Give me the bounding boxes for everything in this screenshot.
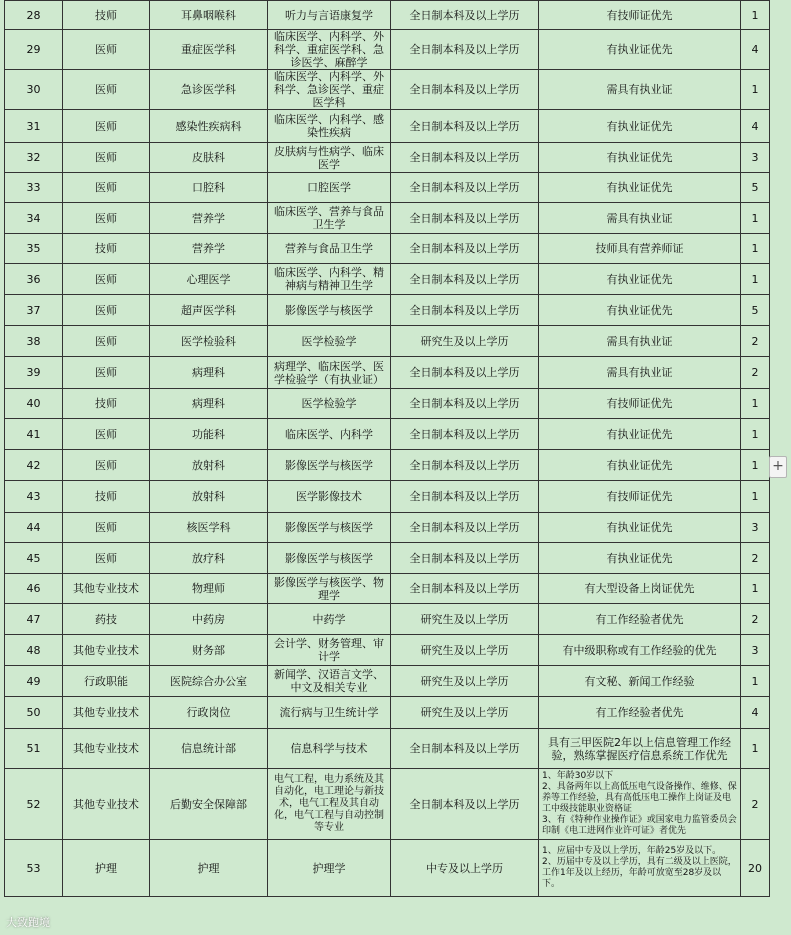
cell-req: 有执业证优先 [539,173,741,203]
cell-req: 有执业证优先 [539,513,741,543]
cell-major: 医学影像技术 [268,481,391,513]
cell-no: 51 [5,729,63,769]
cell-no: 39 [5,357,63,389]
table-row [5,604,770,635]
cell-dept: 耳鼻咽喉科 [150,1,268,30]
table-row [5,513,770,543]
cell-no: 35 [5,234,63,264]
cell-num: 2 [741,326,770,357]
cell-type: 药技 [63,604,150,635]
cell-num: 1 [741,389,770,419]
cell-num: 1 [741,234,770,264]
cell-dept: 口腔科 [150,173,268,203]
cell-req: 技师具有营养师证 [539,234,741,264]
cell-edu: 全日制本科及以上学历 [391,70,539,110]
cell-edu: 全日制本科及以上学历 [391,450,539,481]
cell-req: 有执业证优先 [539,419,741,450]
cell-num: 3 [741,143,770,173]
cell-no: 41 [5,419,63,450]
cell-num: 1 [741,666,770,697]
cell-no: 44 [5,513,63,543]
cell-edu: 全日制本科及以上学历 [391,357,539,389]
table-row [5,450,770,481]
cell-num: 1 [741,574,770,604]
cell-type: 护理 [63,840,150,897]
cell-type: 技师 [63,234,150,264]
cell-dept: 急诊医学科 [150,70,268,110]
cell-req: 1、年龄30岁以下 2、具备两年以上高低压电气设备操作、维修、保养等工作经验，具有高低压电工操作上岗证及电工中级技能职业资格证 3、有《特种作业操作证》或国家电力监管委员会印制《电工进网作业许可证》者优先 [539,769,741,840]
table-row [5,203,770,234]
cell-req: 有技师证优先 [539,481,741,513]
cell-major: 新闻学、汉语言文学、中文及相关专业 [268,666,391,697]
cell-dept: 超声医学科 [150,295,268,326]
cell-req: 有执业证优先 [539,543,741,574]
cell-dept: 病理科 [150,389,268,419]
cell-num: 1 [741,264,770,295]
cell-num: 1 [741,203,770,234]
table-row [5,143,770,173]
cell-dept: 财务部 [150,635,268,666]
cell-req: 有执业证优先 [539,264,741,295]
table-row [5,357,770,389]
cell-req: 需具有执业证 [539,203,741,234]
cell-no: 45 [5,543,63,574]
cell-major: 影像医学与核医学 [268,295,391,326]
cell-type: 医师 [63,30,150,70]
cell-major: 信息科学与技术 [268,729,391,769]
cell-type: 医师 [63,513,150,543]
cell-req: 有技师证优先 [539,389,741,419]
cell-req: 有执业证优先 [539,143,741,173]
cell-edu: 全日制本科及以上学历 [391,143,539,173]
cell-dept: 功能科 [150,419,268,450]
table-row [5,729,770,769]
cell-edu: 全日制本科及以上学历 [391,30,539,70]
cell-no: 38 [5,326,63,357]
cell-dept: 放疗科 [150,543,268,574]
cell-dept: 医院综合办公室 [150,666,268,697]
cell-no: 43 [5,481,63,513]
cell-edu: 全日制本科及以上学历 [391,513,539,543]
cell-edu: 全日制本科及以上学历 [391,295,539,326]
cell-type: 医师 [63,143,150,173]
cell-major: 皮肤病与性病学、临床医学 [268,143,391,173]
table-body [5,1,770,897]
cell-edu: 研究生及以上学历 [391,326,539,357]
cell-num: 1 [741,481,770,513]
cell-req: 具有三甲医院2年以上信息管理工作经验，熟练掌握医疗信息系统工作优先 [539,729,741,769]
table-row [5,574,770,604]
cell-type: 其他专业技术 [63,729,150,769]
cell-dept: 护理 [150,840,268,897]
table-row [5,110,770,143]
cell-edu: 研究生及以上学历 [391,697,539,729]
table-row [5,419,770,450]
cell-req: 需具有执业证 [539,70,741,110]
cell-no: 31 [5,110,63,143]
recruitment-table [4,0,770,897]
cell-no: 46 [5,574,63,604]
cell-type: 技师 [63,481,150,513]
cell-no: 28 [5,1,63,30]
cell-num: 1 [741,419,770,450]
cell-edu: 研究生及以上学历 [391,604,539,635]
cell-major: 护理学 [268,840,391,897]
cell-edu: 全日制本科及以上学历 [391,203,539,234]
cell-major: 临床医学、内科学、外科学、重症医学科、急诊医学、麻醉学 [268,30,391,70]
cell-dept: 感染性疾病科 [150,110,268,143]
table-row [5,326,770,357]
table-row [5,70,770,110]
cell-dept: 放射科 [150,481,268,513]
cell-major: 影像医学与核医学 [268,450,391,481]
cell-no: 29 [5,30,63,70]
cell-edu: 全日制本科及以上学历 [391,389,539,419]
table-row [5,389,770,419]
cell-no: 36 [5,264,63,295]
cell-dept: 信息统计部 [150,729,268,769]
table-row [5,234,770,264]
cell-num: 3 [741,513,770,543]
cell-num: 2 [741,543,770,574]
cell-major: 临床医学、内科学 [268,419,391,450]
cell-no: 50 [5,697,63,729]
table-row [5,635,770,666]
cell-major: 听力与言语康复学 [268,1,391,30]
cell-type: 其他专业技术 [63,769,150,840]
cell-num: 5 [741,295,770,326]
cell-dept: 中药房 [150,604,268,635]
cell-no: 53 [5,840,63,897]
cell-edu: 全日制本科及以上学历 [391,543,539,574]
cell-req: 有工作经验者优先 [539,604,741,635]
cell-req: 有执业证优先 [539,110,741,143]
cell-edu: 全日制本科及以上学历 [391,729,539,769]
cell-no: 34 [5,203,63,234]
cell-no: 42 [5,450,63,481]
cell-edu: 全日制本科及以上学历 [391,173,539,203]
cell-major: 影像医学与核医学 [268,513,391,543]
cell-type: 技师 [63,389,150,419]
cell-type: 医师 [63,70,150,110]
table-row [5,264,770,295]
cell-edu: 全日制本科及以上学历 [391,1,539,30]
cell-req: 需具有执业证 [539,326,741,357]
cell-type: 其他专业技术 [63,635,150,666]
cell-edu: 研究生及以上学历 [391,666,539,697]
cell-major: 临床医学、营养与食品卫生学 [268,203,391,234]
cell-edu: 全日制本科及以上学历 [391,234,539,264]
cell-req: 有执业证优先 [539,295,741,326]
cell-type: 医师 [63,203,150,234]
table-row [5,481,770,513]
cell-dept: 心理医学 [150,264,268,295]
cell-dept: 行政岗位 [150,697,268,729]
table-row [5,666,770,697]
cell-no: 32 [5,143,63,173]
cell-major: 口腔医学 [268,173,391,203]
cell-num: 4 [741,110,770,143]
table-row [5,173,770,203]
table-row [5,1,770,30]
cell-major: 医学检验学 [268,326,391,357]
cell-type: 医师 [63,295,150,326]
cell-req: 需具有执业证 [539,357,741,389]
cell-num: 2 [741,769,770,840]
table-row [5,30,770,70]
cell-dept: 放射科 [150,450,268,481]
cell-type: 医师 [63,326,150,357]
cell-num: 4 [741,30,770,70]
cell-req: 有大型设备上岗证优先 [539,574,741,604]
cell-no: 40 [5,389,63,419]
cell-num: 5 [741,173,770,203]
watermark: 大致跑境 [6,916,50,929]
cell-type: 技师 [63,1,150,30]
cell-type: 医师 [63,264,150,295]
cell-edu: 全日制本科及以上学历 [391,574,539,604]
cell-major: 会计学、财务管理、审计学 [268,635,391,666]
cell-type: 医师 [63,419,150,450]
cell-num: 1 [741,1,770,30]
cell-no: 30 [5,70,63,110]
cell-dept: 后勤安全保障部 [150,769,268,840]
cell-num: 4 [741,697,770,729]
cell-num: 1 [741,450,770,481]
cell-dept: 病理科 [150,357,268,389]
cell-edu: 全日制本科及以上学历 [391,481,539,513]
cell-num: 1 [741,70,770,110]
cell-no: 47 [5,604,63,635]
cell-major: 营养与食品卫生学 [268,234,391,264]
cell-req: 有工作经验者优先 [539,697,741,729]
cell-no: 33 [5,173,63,203]
cell-edu: 全日制本科及以上学历 [391,419,539,450]
table-row [5,769,770,840]
cell-major: 影像医学与核医学 [268,543,391,574]
cell-major: 影像医学与核医学、物理学 [268,574,391,604]
cell-edu: 中专及以上学历 [391,840,539,897]
cell-major: 临床医学、内科学、外科学、急诊医学、重症医学科 [268,70,391,110]
expand-handle-icon[interactable]: + [769,456,787,478]
table-row [5,295,770,326]
cell-num: 2 [741,604,770,635]
cell-dept: 营养学 [150,203,268,234]
cell-major: 病理学、临床医学、医学检验学（有执业证） [268,357,391,389]
cell-edu: 全日制本科及以上学历 [391,110,539,143]
cell-req: 有技师证优先 [539,1,741,30]
cell-req: 有文秘、新闻工作经验 [539,666,741,697]
cell-type: 其他专业技术 [63,574,150,604]
cell-no: 49 [5,666,63,697]
cell-num: 20 [741,840,770,897]
cell-req: 有中级职称或有工作经验的优先 [539,635,741,666]
cell-major: 临床医学、内科学、精神病与精神卫生学 [268,264,391,295]
cell-type: 医师 [63,543,150,574]
cell-edu: 全日制本科及以上学历 [391,264,539,295]
cell-edu: 研究生及以上学历 [391,635,539,666]
cell-type: 行政职能 [63,666,150,697]
cell-major: 临床医学、内科学、感染性疾病 [268,110,391,143]
table-row [5,697,770,729]
cell-req: 有执业证优先 [539,30,741,70]
cell-num: 3 [741,635,770,666]
cell-dept: 皮肤科 [150,143,268,173]
cell-major: 中药学 [268,604,391,635]
cell-dept: 医学检验科 [150,326,268,357]
cell-dept: 物理师 [150,574,268,604]
cell-type: 医师 [63,110,150,143]
cell-major: 电气工程，电力系统及其自动化，电工理论与新技术，电气工程及其自动化，电气工程与自动控制等专业 [268,769,391,840]
cell-edu: 全日制本科及以上学历 [391,769,539,840]
cell-type: 其他专业技术 [63,697,150,729]
cell-num: 1 [741,729,770,769]
cell-major: 医学检验学 [268,389,391,419]
cell-dept: 核医学科 [150,513,268,543]
cell-type: 医师 [63,357,150,389]
table-row [5,840,770,897]
cell-num: 2 [741,357,770,389]
cell-no: 37 [5,295,63,326]
cell-no: 52 [5,769,63,840]
table-row [5,543,770,574]
cell-type: 医师 [63,173,150,203]
cell-type: 医师 [63,450,150,481]
cell-req: 有执业证优先 [539,450,741,481]
cell-major: 流行病与卫生统计学 [268,697,391,729]
cell-req: 1、应届中专及以上学历，年龄25岁及以下。 2、历届中专及以上学历，具有二级及以上医院，工作1年及以上经历，年龄可放宽至28岁及以下。 [539,840,741,897]
cell-dept: 营养学 [150,234,268,264]
cell-no: 48 [5,635,63,666]
cell-dept: 重症医学科 [150,30,268,70]
